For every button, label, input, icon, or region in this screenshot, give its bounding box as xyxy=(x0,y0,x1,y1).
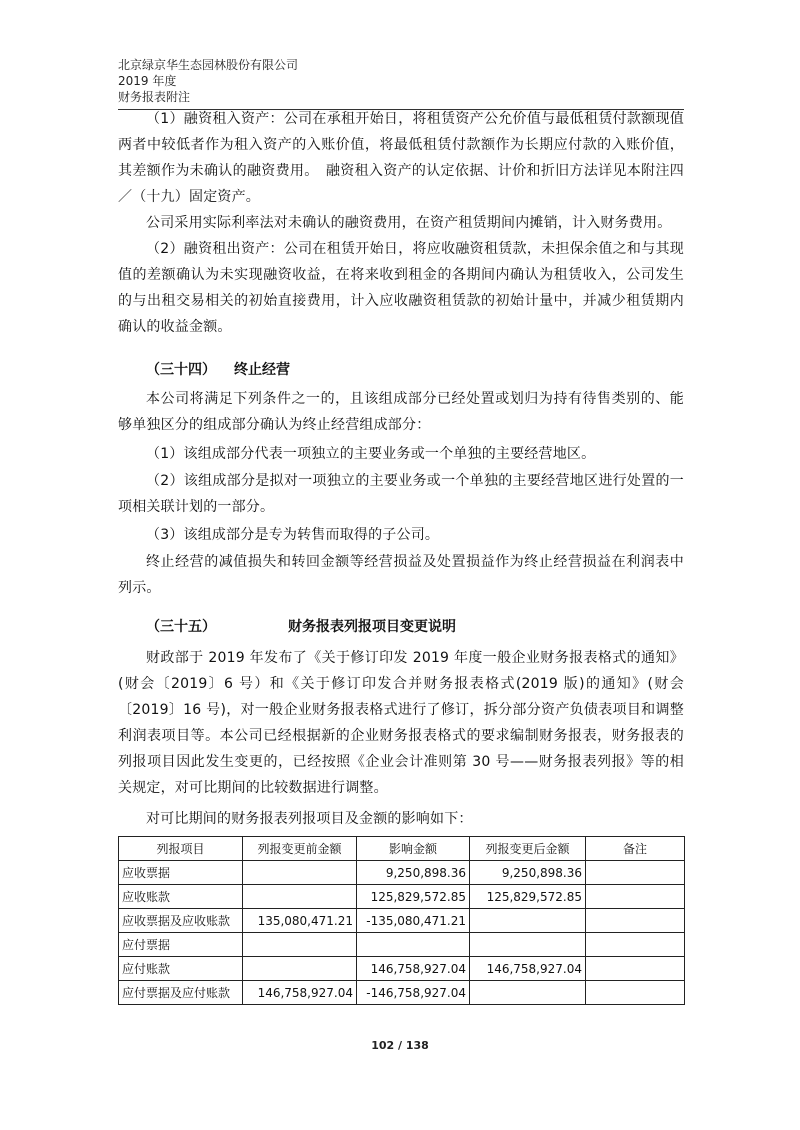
section-number: （三十五） xyxy=(146,619,216,635)
impact-amount-cell: 125,829,572.85 xyxy=(357,885,470,909)
column-header: 列报变更前金额 xyxy=(243,837,357,861)
impact-amount-cell: -135,080,471.21 xyxy=(357,909,470,933)
paragraph-discontinued-presentation: 终止经营的减值损失和转回金额等经营损益及处置损益作为终止经营损益在利润表中列示。 xyxy=(118,554,684,596)
paragraph-finance-lease-in: （1）融资租入资产：公司在承租开始日，将租赁资产公允价值与最低租赁付款额现值两者中较低者作为租入资产的入账价值，将最低租赁付款额作为长期应付款的入账价值，其差额作为未确认的融资费用。 融资租入资产的认定依据、计价和折旧方法详见本附注四／（十九）固定资产。 xyxy=(118,111,684,205)
paragraph-table-intro: 对可比期间的财务报表列报项目及金额的影响如下： xyxy=(146,811,473,827)
paragraph-condition-3: （3）该组成部分是专为转售而取得的子公司。 xyxy=(146,527,440,543)
paragraph-discontinued-intro: 本公司将满足下列条件之一的，且该组成部分已经处置或划归为持有待售类别的、能够单独区分的组成部分确认为终止经营组成部分： xyxy=(118,391,684,433)
impact-amount-cell xyxy=(357,933,470,957)
column-header: 列报变更后金额 xyxy=(470,837,586,861)
remark-cell xyxy=(586,885,685,909)
report-year: 2019 年度 xyxy=(118,74,177,88)
table-row xyxy=(119,885,685,909)
item-cell: 应收账款 xyxy=(119,885,243,909)
paragraph-format-change: 财政部于 2019 年发布了《关于修订印发 2019 年度一般企业财务报表格式的通知》(财会〔2019〕6 号）和《关于修订印发合并财务报表格式(2019 版)的通知》(财会〔2019〕16 号)，对一般企业财务报表格式进行了修订，拆分部分资产负债表项目和调整利润表项目等。本公司已经根据新的企业财务报表格式的要求编制财务报表，财务报表的列报项目因此发生变更的，已经按照《企业会计准则第 30 号——财务报表列报》等的相关规定，对可比期间的比较数据进行调整。 xyxy=(118,650,684,796)
page-number: 102 / 138 xyxy=(371,1039,429,1052)
remark-cell xyxy=(586,981,685,1005)
after-amount-cell xyxy=(470,909,586,933)
after-amount-cell: 125,829,572.85 xyxy=(470,885,586,909)
before-amount-cell xyxy=(243,885,357,909)
table-row xyxy=(119,909,685,933)
column-header: 备注 xyxy=(586,837,685,861)
table-row xyxy=(119,861,685,885)
before-amount-cell xyxy=(243,861,357,885)
remark-cell xyxy=(586,909,685,933)
table-row xyxy=(119,957,685,981)
section-number: （三十四） xyxy=(146,362,216,378)
impact-amount-cell: 9,250,898.36 xyxy=(357,861,470,885)
paragraph-effective-interest: 公司采用实际利率法对未确认的融资费用，在资产租赁期间内摊销，计入财务费用。 xyxy=(146,215,672,231)
item-cell: 应收票据及应收账款 xyxy=(119,909,243,933)
remark-cell xyxy=(586,957,685,981)
before-amount-cell xyxy=(243,957,357,981)
section-title: 终止经营 xyxy=(234,362,290,378)
impact-amount-cell: -146,758,927.04 xyxy=(357,981,470,1005)
item-cell: 应付账款 xyxy=(119,957,243,981)
paragraph-condition-1: （1）该组成部分代表一项独立的主要业务或一个单独的主要经营地区。 xyxy=(146,446,596,462)
after-amount-cell: 9,250,898.36 xyxy=(470,861,586,885)
column-header: 影响金额 xyxy=(357,837,470,861)
table-row xyxy=(119,981,685,1005)
paragraph-finance-lease-out: （2）融资租出资产：公司在租赁开始日，将应收融资租赁款，未担保余值之和与其现值的差额确认为未实现融资收益，在将来收到租金的各期间内确认为租赁收入，公司发生的与出租交易相关的初始直接费用，计入应收融资租赁款的初始计量中，并减少租赁期内确认的收益金额。 xyxy=(118,241,684,335)
company-name: 北京绿京华生态园林股份有限公司 xyxy=(118,58,299,72)
item-cell: 应付票据及应付账款 xyxy=(119,981,243,1005)
remark-cell xyxy=(586,861,685,885)
after-amount-cell xyxy=(470,933,586,957)
section-title: 财务报表列报项目变更说明 xyxy=(288,619,456,635)
after-amount-cell: 146,758,927.04 xyxy=(470,957,586,981)
paragraph-condition-2: （2）该组成部分是拟对一项独立的主要业务或一个单独的主要经营地区进行处置的一项相关联计划的一部分。 xyxy=(118,473,684,515)
item-cell: 应收票据 xyxy=(119,861,243,885)
before-amount-cell xyxy=(243,933,357,957)
restatement-table xyxy=(118,836,685,1005)
before-amount-cell: 146,758,927.04 xyxy=(243,981,357,1005)
after-amount-cell xyxy=(470,981,586,1005)
impact-amount-cell: 146,758,927.04 xyxy=(357,957,470,981)
table-row xyxy=(119,933,685,957)
before-amount-cell: 135,080,471.21 xyxy=(243,909,357,933)
table-header-row xyxy=(119,837,685,861)
remark-cell xyxy=(586,933,685,957)
item-cell: 应付票据 xyxy=(119,933,243,957)
report-section: 财务报表附注 xyxy=(118,90,191,104)
column-header: 列报项目 xyxy=(119,837,243,861)
